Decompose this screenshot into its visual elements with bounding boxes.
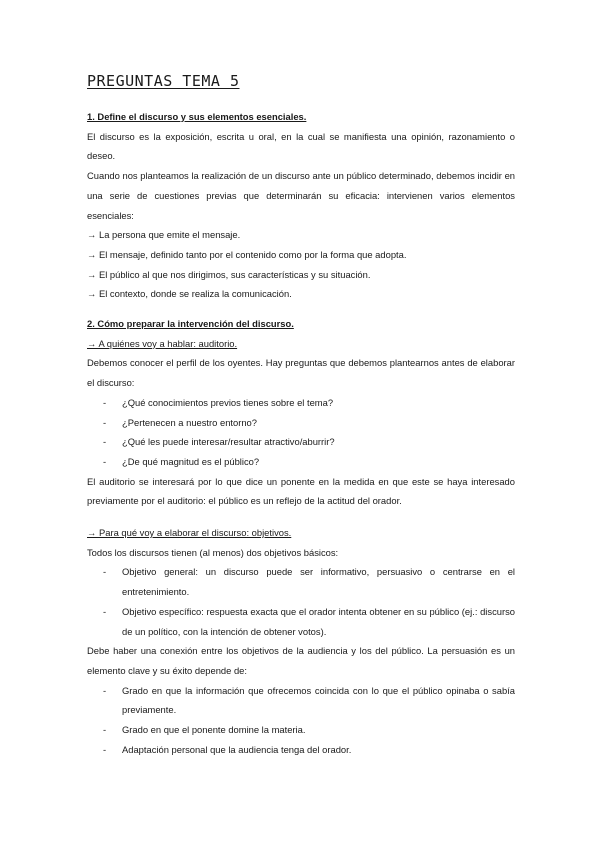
objectives-subheading: → Para qué voy a elaborar el discurso: objetivos. [87, 527, 292, 539]
question-item: - ¿Qué conocimientos previos tienes sobre el tema? [87, 393, 515, 413]
element-item: → El contexto, donde se realiza la comunicación. [87, 288, 292, 300]
section-2-heading: 2. Cómo preparar la intervención del discurso. [87, 318, 294, 330]
objectives-intro: Todos los discursos tienen (al menos) dos objetivos básicos: [87, 546, 339, 558]
audience-subheading: → A quiénes voy a hablar: auditorio. [87, 337, 238, 349]
factor-item: - Grado en que la información que ofrecemos coincida con lo que el público opinaba o sabía previamente. [87, 681, 515, 720]
objective-item: - Objetivo general: un discurso puede ser informativo, persuasivo o centrarse en el entretenimiento. [87, 562, 515, 601]
document-body [87, 107, 515, 760]
discourse-definition: El discurso es la exposición, escrita u oral, en la cual se manifiesta una opinión, razonamiento o deseo. [87, 130, 515, 162]
question-item: - ¿Pertenecen a nuestro entorno? [87, 413, 515, 433]
factor-item: - Grado en que el ponente domine la materia. [87, 720, 515, 740]
objective-item: - Objetivo específico: respuesta exacta que el orador intenta obtener en su público (ej.: discurso de un político, con la intención de obtener votos). [87, 602, 515, 641]
question-item: - ¿De qué magnitud es el público? [87, 452, 515, 472]
page-title: PREGUNTAS TEMA 5 [87, 72, 240, 90]
question-item: - ¿Qué les puede interesar/resultar atractivo/aburrir? [87, 432, 515, 452]
audience-conclusion: El auditorio se interesará por lo que dice un ponente en la medida en que este se haya interesado previamente por el auditorio: el público es un reflejo de la actitud del orador. [87, 475, 515, 507]
elements-intro: Cuando nos planteamos la realización de un discurso ante un público determinado, debemos incidir en una serie de cuestiones previas que determinarán su eficacia: intervienen varios elementos esenciales: [87, 170, 515, 221]
persuasion-intro: Debe haber una conexión entre los objetivos de la audiencia y los del público. La persuasión es un elemento clave y su éxito depende de: [87, 645, 515, 676]
element-item: → El público al que nos dirigimos, sus características y su situación. [87, 268, 371, 280]
section-1-heading: 1. Define el discurso y sus elementos esenciales. [87, 111, 307, 122]
element-item: → El mensaje, definido tanto por el contenido como por la forma que adopta. [87, 248, 407, 260]
factor-item: - Adaptación personal que la audiencia tenga del orador. [87, 740, 515, 760]
audience-intro: Debemos conocer el perfil de los oyentes. Hay preguntas que debemos plantearnos antes de elaborar el discurso: [87, 357, 515, 389]
element-item: → La persona que emite el mensaje. [87, 229, 241, 241]
